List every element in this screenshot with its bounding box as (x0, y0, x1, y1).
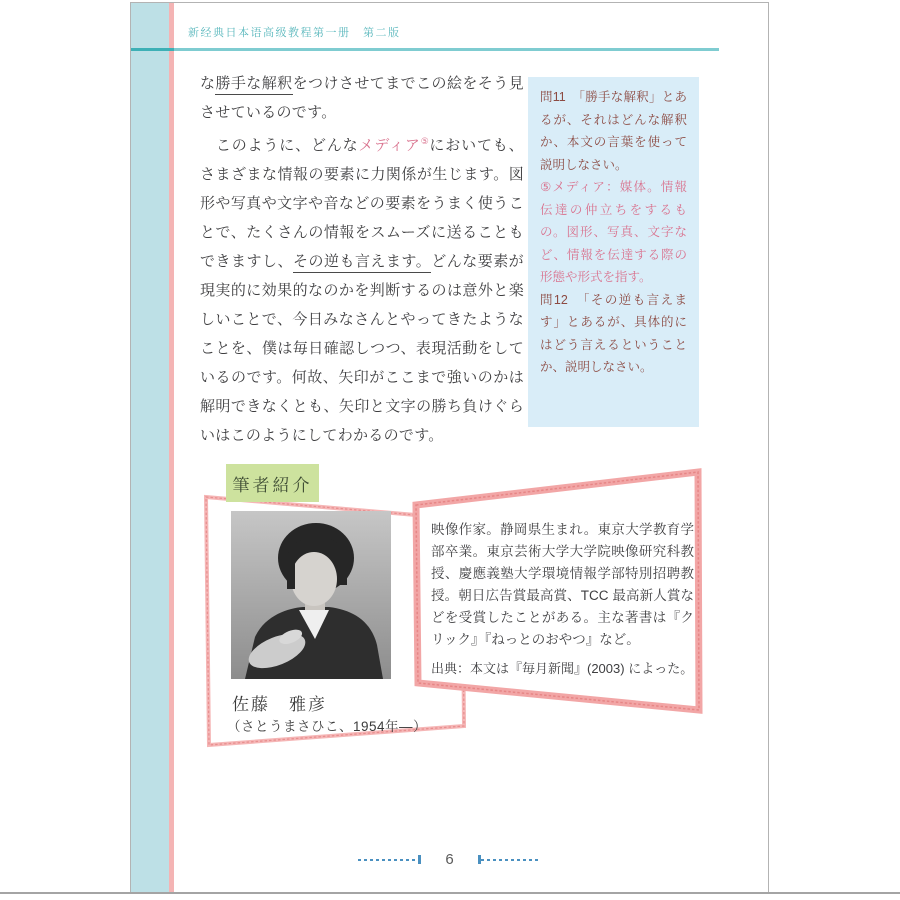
dash-line-icon (358, 859, 418, 861)
page-footer (131, 851, 768, 868)
left-color-band (131, 3, 169, 892)
author-bio-block (431, 519, 694, 677)
footer-dash-right (478, 855, 541, 864)
left-pink-rule (169, 3, 174, 892)
question-item: 問11 「勝手な解釈」とあるが、それはどんな解釈か、本文の言葉を使って説明しなさい。 (540, 90, 687, 172)
question-item: 問12 「その逆も言えます」とあるが、具体的にはどう言えるということか、説明しなさい。 (540, 292, 687, 374)
question-sidebar (528, 77, 699, 427)
annotation-note: ⑤メディア：媒体。情報伝達の仲立ちをするもの。図形、写真、文字など、情報を伝達する際の形態や形式を指す。 (540, 180, 687, 284)
header-rule-dark-segment (131, 48, 174, 51)
page-number: 6 (445, 851, 454, 868)
body-paragraph: このように、どんなメディア⑤においても、さまざまな情報の要素に力関係が生じます。図形や写真や文字や音などの要素をうまく使うことで、たくさんの情報をスムーズに送ることもできますし、その逆も言えます。どんな要素が現実的に効果的なのかを判断するのは意外と楽しいことで、今日みなさんとやってきたようなことを、僕は毎日確認しつつ、表現活動をしているのです。何故、矢印がここまで強いのかは解明できなくとも、矢印と文字の勝ち負けぐらいはこのようにしてわかるのです。 (200, 136, 524, 444)
author-name-reading: （さとうまさひこ、1954年—） (227, 719, 428, 734)
author-name: 佐藤 雅彦 (232, 695, 327, 714)
dash-line-icon (481, 859, 541, 861)
header-rule (131, 48, 719, 51)
body-text-block (200, 69, 524, 450)
photo-bottom-edge (0, 892, 900, 894)
running-head-title: 新经典日本语高级教程第一册 第二版 (188, 27, 401, 39)
dash-cap-icon (418, 855, 421, 864)
author-photo (231, 511, 391, 679)
author-bio-text: 映像作家。静岡県生まれ。東京大学教育学部卒業。東京芸術大学大学院映像研究科教授、慶應義塾大学環境情報学部特別招聘教授。朝日広告賞最高賞、TCC 最高新人賞などを受賞したことがある。主な著書は『クリック』『ねっとのおやつ』など。 (431, 522, 694, 647)
source-note: 出典：本文は『毎月新聞』(2003) によった。 (431, 661, 694, 676)
textbook-page (130, 2, 769, 893)
author-portrait-illustration (231, 511, 391, 679)
footer-dash-left (358, 855, 421, 864)
body-paragraph: な勝手な解釈をつけさせてまでこの絵をそう見させているのです。 (200, 75, 524, 121)
author-intro-label: 筆者紹介 (226, 464, 319, 502)
